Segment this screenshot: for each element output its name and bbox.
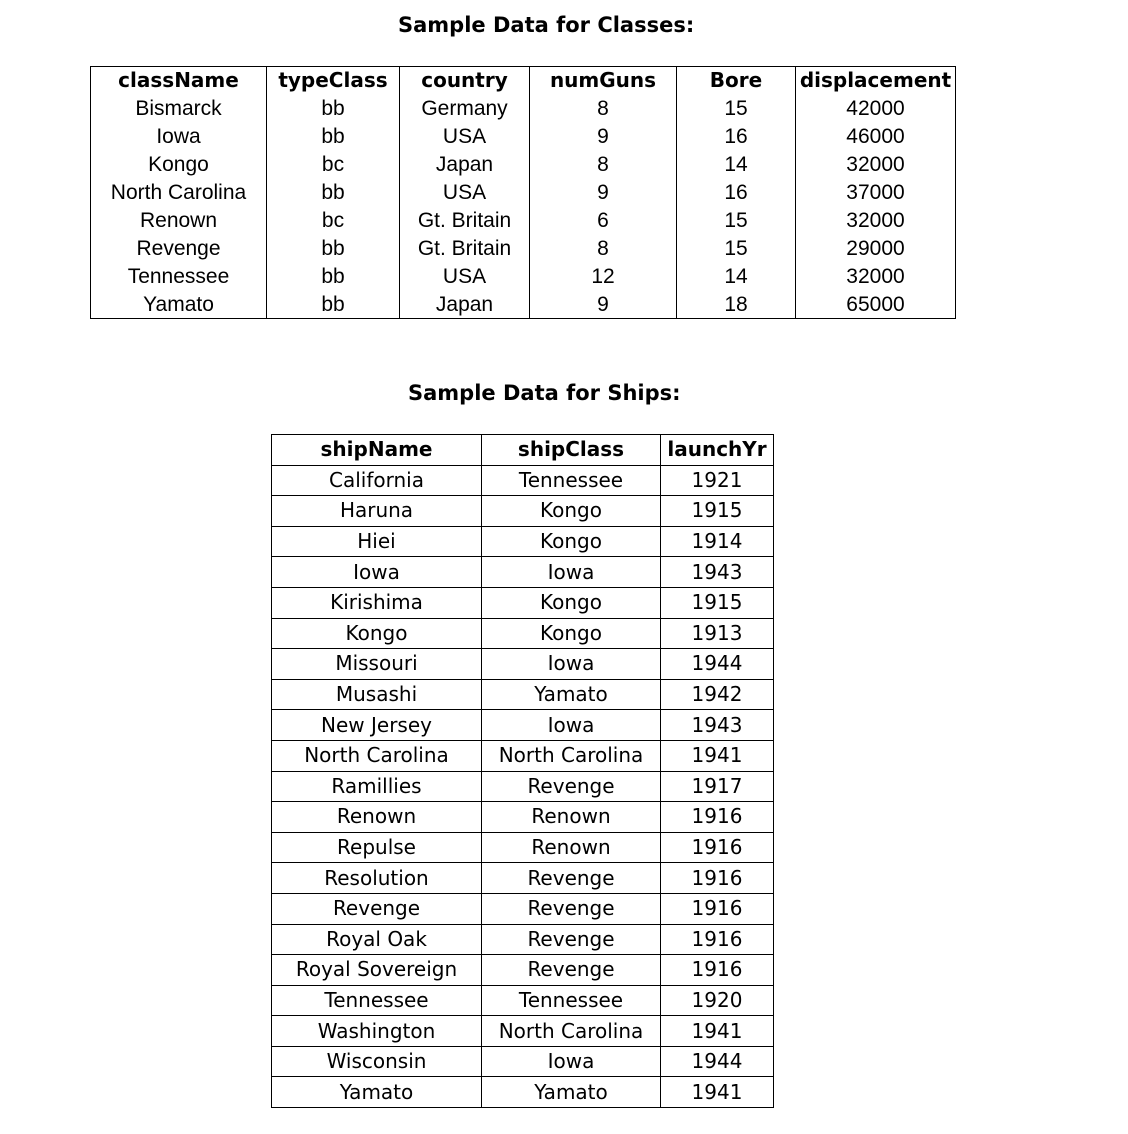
table-cell: Yamato [91,291,267,319]
table-cell: 14 [677,263,796,291]
table-cell: Kongo [482,618,661,649]
table-row [272,802,774,833]
table-cell: Revenge [272,893,482,924]
table-cell: Kongo [482,496,661,527]
table-cell: 65000 [796,291,956,319]
table-cell: 1921 [661,465,774,496]
table-cell: 32000 [796,151,956,179]
table-cell: Revenge [482,771,661,802]
table-cell: 9 [530,179,677,207]
table-cell: Tennessee [272,985,482,1016]
table-cell: 29000 [796,235,956,263]
table-cell: Kongo [272,618,482,649]
table-row [272,587,774,618]
table-cell: 1915 [661,496,774,527]
table-cell: Resolution [272,863,482,894]
table-cell: USA [400,123,530,151]
table-cell: Ramillies [272,771,482,802]
table-row [272,955,774,986]
table-row [272,893,774,924]
table-cell: Tennessee [482,465,661,496]
table-row [272,1016,774,1047]
table-cell: 9 [530,291,677,319]
table-cell: bb [267,291,400,319]
table-row [272,618,774,649]
table-cell: Yamato [272,1077,482,1108]
table-cell: Kongo [91,151,267,179]
table-cell: Renown [272,802,482,833]
table-cell: 14 [677,151,796,179]
table-cell: bb [267,123,400,151]
table-cell: 1920 [661,985,774,1016]
table-row [91,179,956,207]
table-cell: Japan [400,151,530,179]
table-cell: 1916 [661,832,774,863]
table-cell: 1941 [661,1077,774,1108]
ships-header-row [272,435,774,466]
column-header: launchYr [661,435,774,466]
table-cell: Gt. Britain [400,235,530,263]
table-cell: Revenge [91,235,267,263]
table-row [272,771,774,802]
table-cell: USA [400,263,530,291]
table-cell: Washington [272,1016,482,1047]
table-cell: Tennessee [91,263,267,291]
table-cell: 32000 [796,207,956,235]
table-row [91,151,956,179]
table-cell: 18 [677,291,796,319]
classes-table [90,66,956,319]
table-row [272,1077,774,1108]
column-header: className [91,67,267,95]
table-cell: New Jersey [272,710,482,741]
table-cell: bb [267,179,400,207]
table-cell: Tennessee [482,985,661,1016]
table-cell: California [272,465,482,496]
table-cell: Royal Oak [272,924,482,955]
classes-title: Sample Data for Classes: [398,13,695,37]
table-cell: 16 [677,123,796,151]
table-cell: bb [267,95,400,123]
table-cell: 15 [677,207,796,235]
table-cell: Repulse [272,832,482,863]
table-cell: 1944 [661,649,774,680]
column-header: country [400,67,530,95]
table-row [91,95,956,123]
table-cell: 16 [677,179,796,207]
table-cell: 8 [530,151,677,179]
ships-table [271,434,774,1108]
table-row [272,1046,774,1077]
table-cell: Japan [400,291,530,319]
table-cell: Iowa [482,1046,661,1077]
table-cell: 15 [677,95,796,123]
table-cell: 1914 [661,526,774,557]
table-cell: 1916 [661,863,774,894]
column-header: numGuns [530,67,677,95]
table-row [272,465,774,496]
table-cell: Yamato [482,679,661,710]
table-row [272,496,774,527]
table-cell: Renown [482,802,661,833]
table-cell: North Carolina [91,179,267,207]
table-cell: bc [267,151,400,179]
table-cell: 1915 [661,587,774,618]
table-cell: Iowa [482,710,661,741]
table-cell: Iowa [482,649,661,680]
table-cell: 37000 [796,179,956,207]
ships-title: Sample Data for Ships: [408,381,681,405]
table-row [272,985,774,1016]
table-cell: 6 [530,207,677,235]
table-cell: 8 [530,235,677,263]
table-cell: bc [267,207,400,235]
table-cell: Royal Sovereign [272,955,482,986]
table-cell: Haruna [272,496,482,527]
table-cell: Yamato [482,1077,661,1108]
column-header: Bore [677,67,796,95]
table-cell: Renown [91,207,267,235]
table-cell: Bismarck [91,95,267,123]
column-header: shipName [272,435,482,466]
table-cell: North Carolina [482,740,661,771]
table-cell: 1916 [661,955,774,986]
table-cell: Gt. Britain [400,207,530,235]
table-cell: 1943 [661,710,774,741]
table-cell: 1913 [661,618,774,649]
table-row [272,832,774,863]
table-cell: 1916 [661,924,774,955]
table-cell: Kongo [482,587,661,618]
table-row [272,863,774,894]
table-cell: Missouri [272,649,482,680]
table-row [272,679,774,710]
table-row [91,207,956,235]
table-cell: Iowa [91,123,267,151]
table-row [272,557,774,588]
table-cell: Germany [400,95,530,123]
table-row [91,291,956,319]
table-cell: 15 [677,235,796,263]
table-cell: Wisconsin [272,1046,482,1077]
column-header: shipClass [482,435,661,466]
table-cell: Revenge [482,955,661,986]
table-row [91,123,956,151]
table-cell: bb [267,263,400,291]
table-cell: Iowa [482,557,661,588]
table-cell: 1916 [661,802,774,833]
table-cell: 1942 [661,679,774,710]
table-cell: 1941 [661,1016,774,1047]
table-cell: USA [400,179,530,207]
table-cell: 1944 [661,1046,774,1077]
table-row [272,710,774,741]
classes-header-row [91,67,956,95]
column-header: typeClass [267,67,400,95]
table-cell: 9 [530,123,677,151]
table-cell: 8 [530,95,677,123]
table-row [272,740,774,771]
table-cell: 1917 [661,771,774,802]
table-cell: 1916 [661,893,774,924]
table-cell: North Carolina [482,1016,661,1047]
table-row [91,235,956,263]
table-cell: Hiei [272,526,482,557]
table-cell: Revenge [482,893,661,924]
table-cell: Musashi [272,679,482,710]
table-cell: 1943 [661,557,774,588]
table-cell: Renown [482,832,661,863]
table-cell: North Carolina [272,740,482,771]
table-cell: 46000 [796,123,956,151]
table-cell: 1941 [661,740,774,771]
table-cell: Iowa [272,557,482,588]
table-cell: Kirishima [272,587,482,618]
ships-body [272,465,774,1107]
table-cell: bb [267,235,400,263]
table-row [272,649,774,680]
table-row [272,526,774,557]
table-cell: 42000 [796,95,956,123]
classes-body [91,95,956,319]
table-cell: 32000 [796,263,956,291]
table-row [272,924,774,955]
table-cell: Kongo [482,526,661,557]
table-cell: 12 [530,263,677,291]
table-row [91,263,956,291]
table-cell: Revenge [482,924,661,955]
column-header: displacement [796,67,956,95]
table-cell: Revenge [482,863,661,894]
